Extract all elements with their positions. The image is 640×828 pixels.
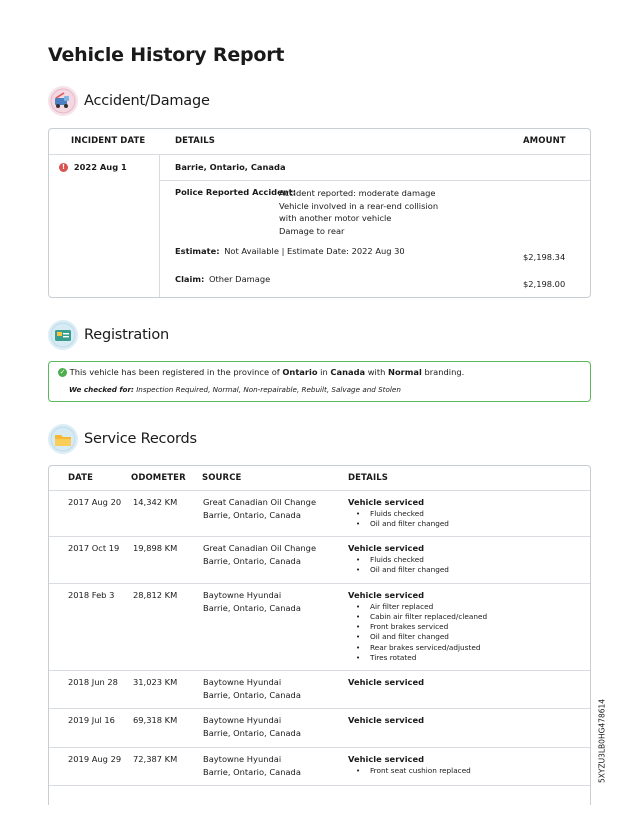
service-section-title: Service Records	[84, 431, 197, 447]
incident-date: 2022 Aug 1	[73, 162, 127, 172]
police-report-details	[279, 187, 438, 238]
police-report-label: Police Reported Accident:	[175, 187, 296, 197]
service-date: 2018 Jun 28	[68, 677, 118, 687]
service-date: 2018 Feb 3	[68, 590, 115, 600]
registration-section-title: Registration	[84, 327, 170, 343]
service-title: Vehicle serviced	[348, 677, 425, 687]
service-odometer: 14,342 KM	[133, 497, 178, 507]
checked-for-line	[69, 385, 401, 394]
source-location: Barrie, Ontario, Canada	[203, 555, 301, 566]
service-item: • Front seat cushion replaced	[348, 766, 578, 776]
registration-summary	[58, 367, 464, 377]
service-item: • Oil and filter changed	[348, 632, 578, 642]
service-details	[348, 589, 578, 663]
service-odometer: 19,898 KM	[133, 543, 178, 553]
service-items	[348, 509, 578, 530]
claim-line	[175, 274, 270, 284]
service-odometer: 28,812 KM	[133, 590, 178, 600]
col-header-details: DETAILS	[175, 136, 215, 146]
registration-text: in	[320, 367, 328, 377]
service-item: • Oil and filter changed	[348, 519, 578, 529]
service-details	[348, 542, 578, 575]
claim-label: Claim:	[175, 274, 205, 284]
service-odometer: 31,023 KM	[133, 677, 178, 687]
col-header-date: DATE	[68, 473, 93, 483]
vin-label	[596, 700, 608, 782]
service-date: 2019 Jul 16	[68, 715, 115, 725]
page-title: Vehicle History Report	[48, 44, 285, 66]
registration-country: Canada	[330, 367, 366, 377]
service-title: Vehicle serviced	[348, 590, 425, 600]
service-item: • Front brakes serviced	[348, 622, 578, 632]
service-item: • Cabin air filter replaced/cleaned	[348, 612, 578, 622]
source-name: Baytowne Hyundai	[203, 677, 282, 687]
claim-value: Other Damage	[208, 274, 271, 284]
source-location: Barrie, Ontario, Canada	[203, 766, 301, 777]
service-item: • Air filter replaced	[348, 602, 578, 612]
alert-icon: !	[59, 163, 68, 172]
registration-province: Ontario	[282, 367, 318, 377]
service-item: • Rear brakes serviced/adjusted	[348, 643, 578, 653]
service-details	[348, 753, 578, 776]
location-divider	[160, 180, 590, 181]
registration-branding: Normal	[388, 367, 422, 377]
registration-text: with	[367, 367, 386, 377]
service-title: Vehicle serviced	[348, 754, 425, 764]
estimate-amount: $2,198.34	[523, 252, 566, 262]
source-name: Great Canadian Oil Change	[203, 543, 317, 553]
incident-location: Barrie, Ontario, Canada	[175, 162, 286, 172]
col-header-odometer: ODOMETER	[131, 473, 186, 483]
service-date: 2019 Aug 29	[68, 754, 122, 764]
service-details	[348, 496, 578, 529]
service-date: 2017 Oct 19	[68, 543, 120, 553]
header-divider	[49, 154, 590, 155]
service-source	[203, 589, 301, 614]
column-divider	[159, 155, 160, 297]
checked-for-label: We checked for:	[69, 385, 134, 394]
source-name: Baytowne Hyundai	[203, 590, 282, 600]
service-odometer: 72,387 KM	[133, 754, 178, 764]
accident-section-title: Accident/Damage	[84, 93, 210, 109]
folder-icon	[48, 424, 78, 454]
service-item: • Tires rotated	[348, 653, 578, 663]
service-source	[203, 714, 301, 739]
source-location: Barrie, Ontario, Canada	[203, 509, 301, 520]
service-title: Vehicle serviced	[348, 715, 425, 725]
table-row	[49, 709, 590, 746]
estimate-value: Not Available | Estimate Date: 2022 Aug 30	[224, 246, 405, 256]
col-header-details: DETAILS	[348, 473, 388, 483]
registration-card-icon	[48, 320, 78, 350]
checked-for-value: Inspection Required, Normal, Non-repairable, Rebuilt, Salvage and Stolen	[136, 385, 401, 394]
incident-date-cell	[59, 162, 127, 172]
service-details	[348, 676, 578, 689]
service-section-header	[48, 424, 197, 454]
service-items	[348, 766, 578, 776]
service-title: Vehicle serviced	[348, 497, 425, 507]
source-location: Barrie, Ontario, Canada	[203, 689, 301, 700]
service-items	[348, 602, 578, 664]
table-row	[49, 671, 590, 708]
source-name: Baytowne Hyundai	[203, 715, 282, 725]
service-source	[203, 496, 316, 521]
service-item: • Fluids checked	[348, 509, 578, 519]
col-header-amount: AMOUNT	[523, 136, 566, 146]
table-row	[49, 584, 590, 669]
registration-text: This vehicle has been registered in the province of	[69, 367, 280, 377]
estimate-line	[175, 246, 405, 256]
service-source	[203, 753, 301, 778]
col-header-source: SOURCE	[202, 473, 242, 483]
claim-amount: $2,198.00	[523, 279, 566, 289]
source-name: Great Canadian Oil Change	[203, 497, 317, 507]
check-icon: ✓	[59, 368, 66, 376]
estimate-label: Estimate:	[175, 246, 220, 256]
service-date: 2017 Aug 20	[68, 497, 122, 507]
table-row	[49, 491, 590, 537]
table-row	[49, 537, 590, 583]
service-item: • Oil and filter changed	[348, 565, 578, 575]
police-line: Accident reported: moderate damage	[279, 188, 436, 198]
service-items	[348, 555, 578, 576]
registration-text: branding.	[424, 367, 465, 377]
accident-section-header	[48, 86, 210, 116]
service-odometer: 69,318 KM	[133, 715, 178, 725]
service-item: • Fluids checked	[348, 555, 578, 565]
row-divider	[49, 785, 590, 786]
accident-table	[48, 128, 591, 298]
service-source	[203, 542, 316, 567]
police-line: Vehicle involved in a rear-end collision	[279, 200, 439, 211]
tow-truck-icon	[48, 86, 78, 116]
source-name: Baytowne Hyundai	[203, 754, 282, 764]
service-details	[348, 714, 578, 727]
police-line: with another motor vehicle	[279, 213, 392, 224]
police-line: Damage to rear	[279, 226, 345, 237]
service-source	[203, 676, 301, 701]
col-header-incident-date: INCIDENT DATE	[71, 136, 146, 146]
registration-section-header	[48, 320, 169, 350]
service-title: Vehicle serviced	[348, 543, 425, 553]
vin-text: 5XYZU3LB0HG478614	[597, 698, 607, 784]
table-row	[49, 748, 590, 786]
registration-box	[48, 361, 591, 402]
service-table	[48, 465, 591, 805]
source-location: Barrie, Ontario, Canada	[203, 602, 301, 613]
source-location: Barrie, Ontario, Canada	[203, 727, 301, 738]
